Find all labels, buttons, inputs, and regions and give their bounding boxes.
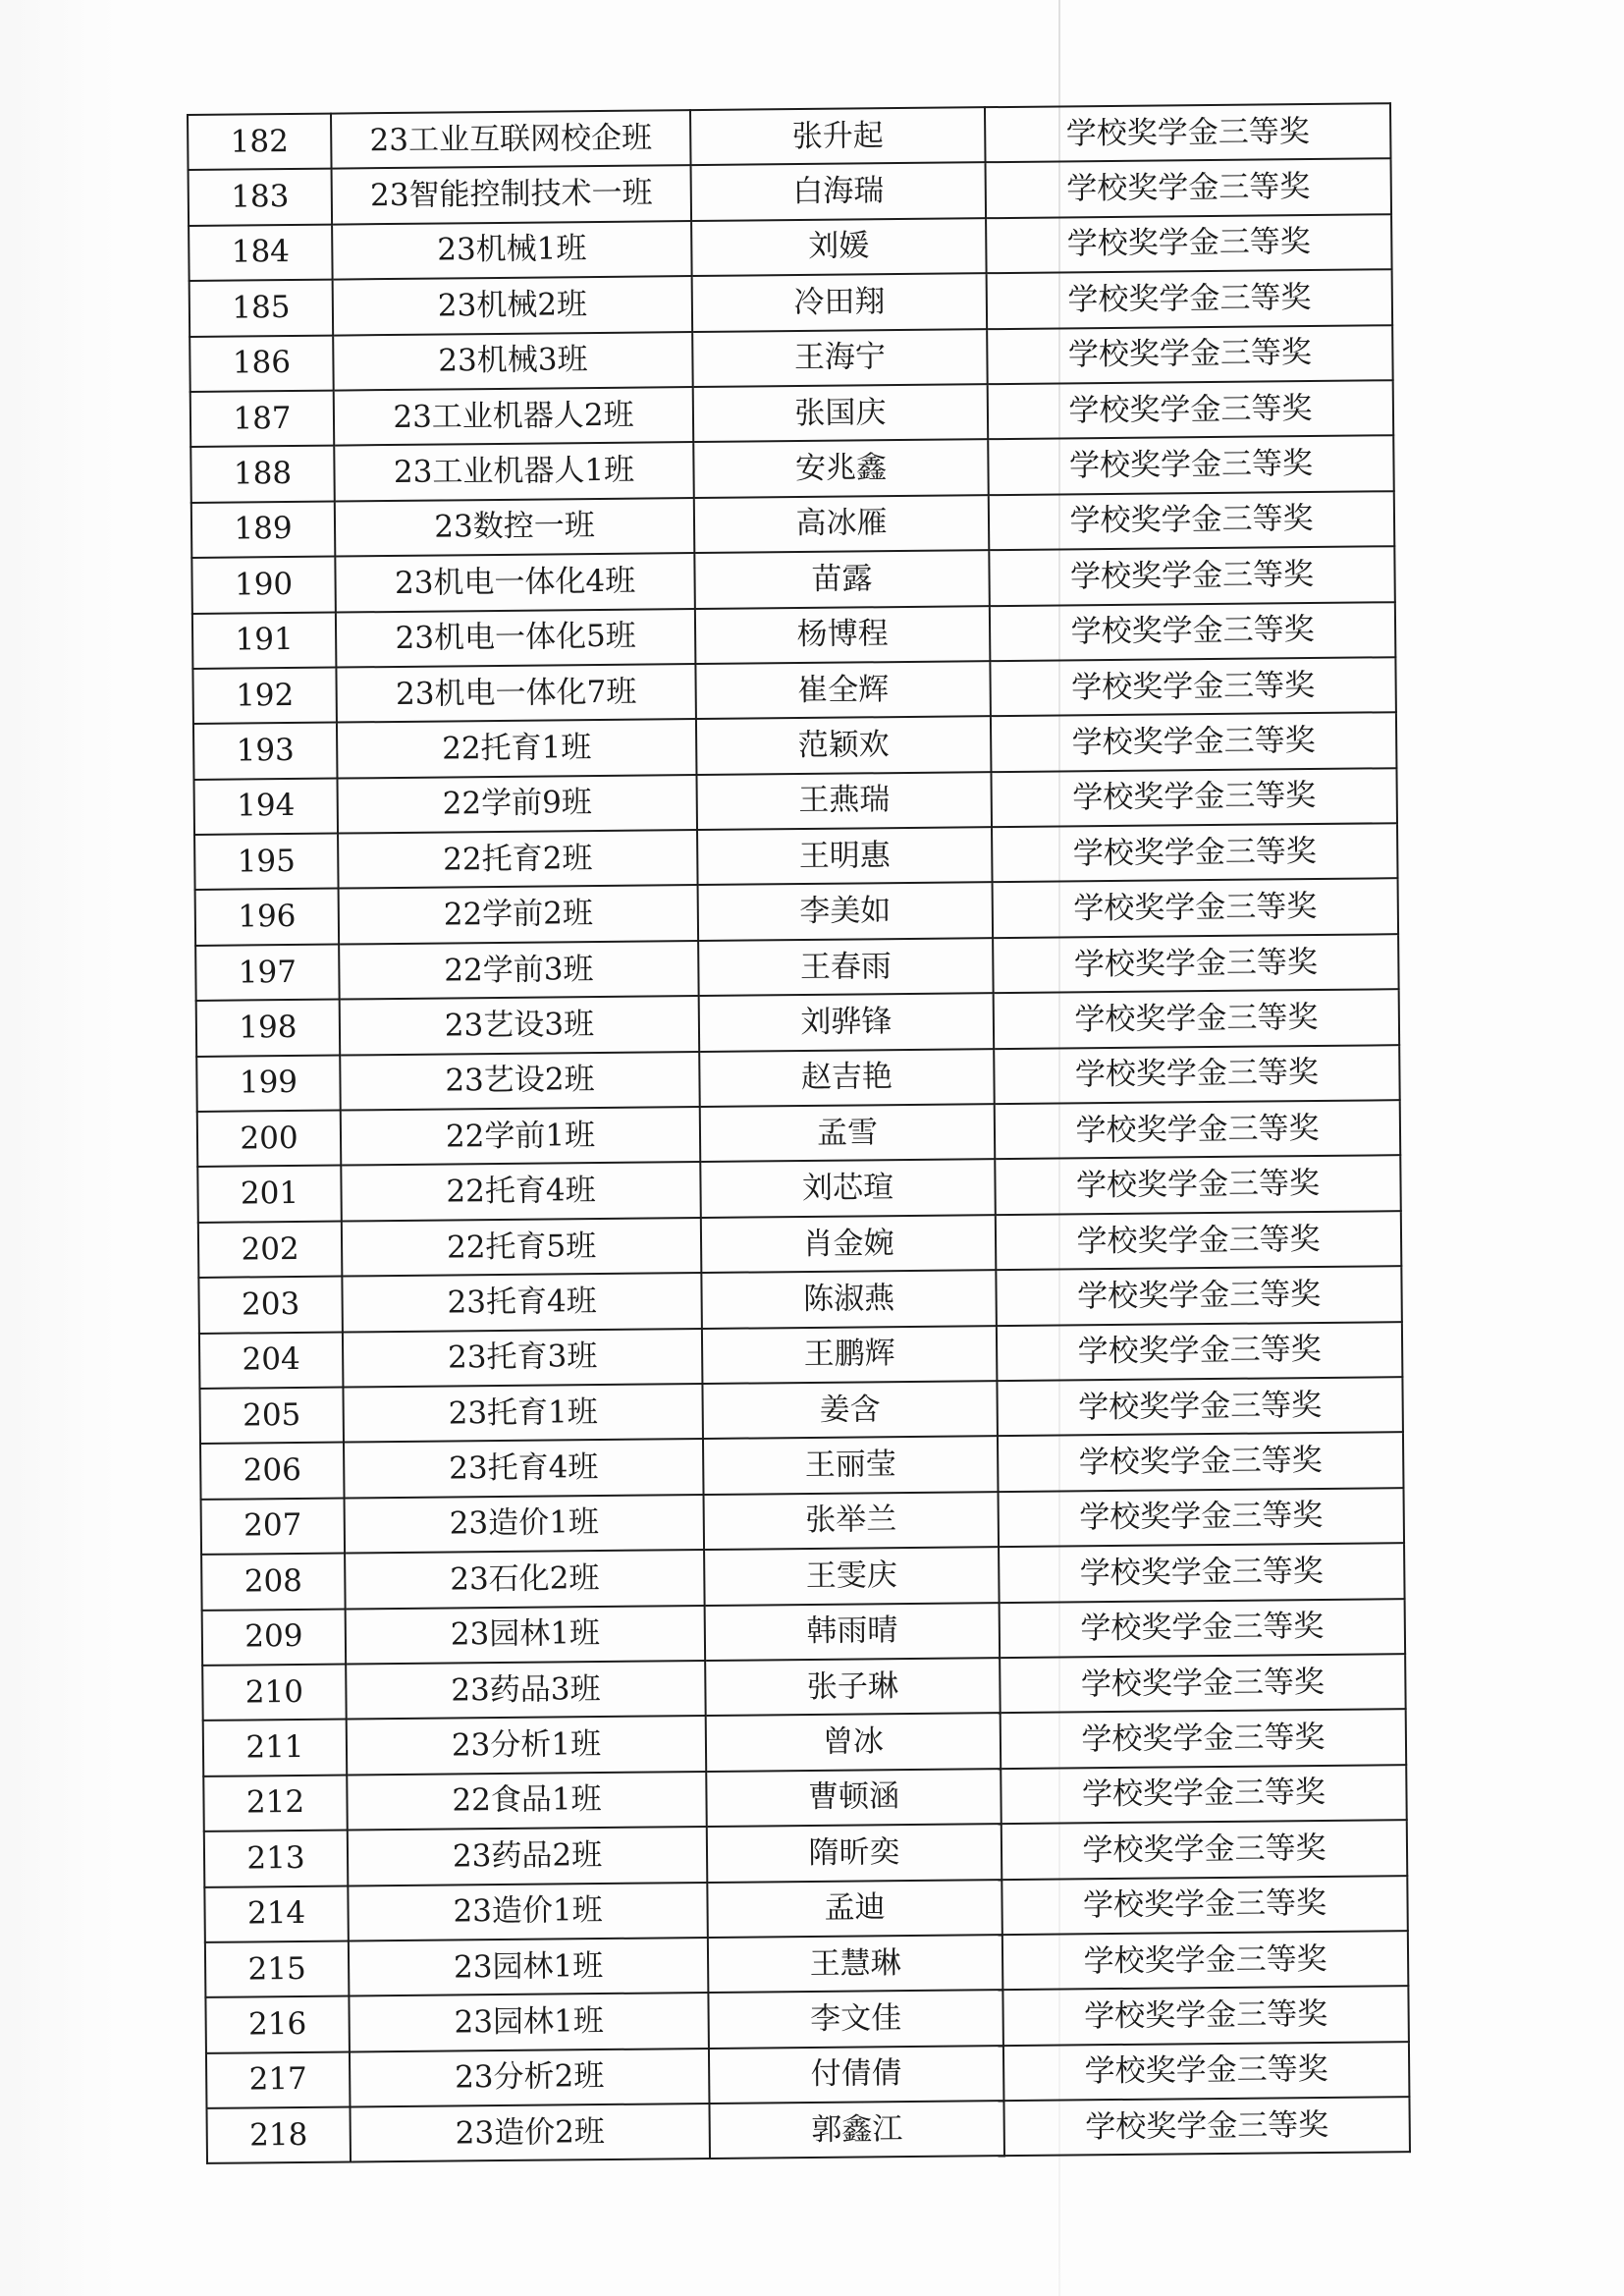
row-number-cell: 184: [189, 224, 333, 281]
class-name-cell: 22托育1班: [337, 719, 697, 778]
row-number-cell: 216: [205, 1996, 350, 2053]
student-name-cell: 苗露: [694, 550, 990, 608]
award-name-cell: 学校奖学金三等奖: [1002, 1931, 1409, 1990]
class-name-cell: 23智能控制技术一班: [332, 165, 692, 224]
row-number-cell: 199: [196, 1055, 341, 1112]
row-number-cell: 186: [189, 335, 334, 392]
row-number-cell: 196: [195, 889, 340, 946]
row-number-cell: 190: [191, 557, 336, 614]
award-name-cell: 学校奖学金三等奖: [1001, 1876, 1408, 1935]
row-number-cell: 217: [206, 2051, 351, 2108]
row-number-cell: 197: [195, 944, 340, 1001]
student-name-cell: 王雯庆: [704, 1547, 1000, 1605]
class-name-cell: 22食品1班: [347, 1772, 707, 1831]
award-name-cell: 学校奖学金三等奖: [1000, 1599, 1406, 1658]
student-name-cell: 刘媛: [691, 218, 987, 276]
row-number-cell: 185: [189, 280, 334, 337]
award-name-cell: 学校奖学金三等奖: [992, 823, 1398, 882]
student-name-cell: 王明惠: [697, 827, 993, 885]
award-name-cell: 学校奖学金三等奖: [1001, 1765, 1407, 1824]
class-name-cell: 23造价1班: [345, 1495, 705, 1554]
student-name-cell: 张国庆: [693, 384, 989, 442]
row-number-cell: 204: [199, 1332, 344, 1389]
class-name-cell: 23园林1班: [346, 1606, 706, 1665]
award-name-cell: 学校奖学金三等奖: [994, 1045, 1400, 1104]
row-number-cell: 218: [206, 2107, 351, 2164]
student-name-cell: 安兆鑫: [693, 440, 989, 498]
class-name-cell: 22托育5班: [342, 1218, 702, 1277]
class-name-cell: 23艺设3班: [340, 996, 700, 1055]
award-name-cell: 学校奖学金三等奖: [998, 1433, 1404, 1492]
student-name-cell: 高冰雁: [694, 495, 990, 553]
table-body: [188, 103, 1410, 2163]
row-number-cell: 195: [194, 834, 339, 891]
award-name-cell: 学校奖学金三等奖: [1000, 1654, 1406, 1713]
class-name-cell: 22学前3班: [339, 941, 699, 1000]
class-name-cell: 23托育4班: [342, 1273, 702, 1332]
award-name-cell: 学校奖学金三等奖: [993, 879, 1399, 938]
class-name-cell: 23机电一体化7班: [336, 664, 696, 723]
class-name-cell: 23园林1班: [349, 1938, 709, 1996]
award-name-cell: 学校奖学金三等奖: [995, 1100, 1401, 1159]
class-name-cell: 23药品2班: [348, 1827, 708, 1886]
row-number-cell: 214: [204, 1886, 349, 1942]
award-name-cell: 学校奖学金三等奖: [991, 712, 1397, 771]
student-name-cell: 肖金婉: [701, 1215, 997, 1273]
student-name-cell: 杨博程: [695, 606, 991, 664]
award-name-cell: 学校奖学金三等奖: [999, 1488, 1405, 1547]
award-name-cell: 学校奖学金三等奖: [986, 159, 1392, 218]
student-name-cell: 崔全辉: [695, 661, 991, 719]
class-name-cell: 23艺设2班: [340, 1052, 700, 1111]
row-number-cell: 202: [198, 1221, 343, 1278]
row-number-cell: 213: [204, 1831, 349, 1887]
class-name-cell: 23托育1班: [343, 1384, 703, 1443]
award-name-cell: 学校奖学金三等奖: [999, 1543, 1405, 1602]
row-number-cell: 210: [202, 1664, 347, 1721]
row-number-cell: 187: [190, 391, 335, 448]
scholarship-table: [187, 102, 1411, 2164]
student-name-cell: 张举兰: [704, 1492, 1000, 1550]
row-number-cell: 209: [202, 1609, 347, 1666]
student-name-cell: 韩雨晴: [705, 1603, 1001, 1661]
row-number-cell: 193: [193, 723, 338, 780]
row-number-cell: 215: [205, 1941, 350, 1997]
class-name-cell: 22学前1班: [341, 1107, 701, 1166]
row-number-cell: 203: [198, 1277, 343, 1334]
table-row: [206, 2097, 1409, 2163]
award-name-cell: 学校奖学金三等奖: [987, 269, 1393, 328]
class-name-cell: 22学前2班: [339, 886, 699, 945]
row-number-cell: 205: [199, 1388, 344, 1445]
class-name-cell: 23机械3班: [333, 332, 693, 391]
student-name-cell: 王海宁: [692, 329, 988, 387]
award-name-cell: 学校奖学金三等奖: [996, 1211, 1402, 1270]
student-name-cell: 隋昕奕: [707, 1824, 1002, 1882]
row-number-cell: 191: [192, 612, 337, 669]
student-name-cell: 王鹏辉: [702, 1326, 998, 1384]
class-name-cell: 23药品3班: [346, 1661, 706, 1720]
award-name-cell: 学校奖学金三等奖: [990, 657, 1396, 716]
student-name-cell: 曹顿涵: [706, 1769, 1001, 1827]
student-name-cell: 王丽莹: [703, 1437, 999, 1495]
award-name-cell: 学校奖学金三等奖: [996, 1266, 1402, 1325]
class-name-cell: 23造价2班: [350, 2104, 710, 2162]
row-number-cell: 211: [203, 1720, 348, 1777]
row-number-cell: 212: [203, 1775, 348, 1831]
class-name-cell: 23数控一班: [335, 498, 695, 557]
class-name-cell: 23分析2班: [350, 2049, 710, 2107]
scan-shadow: [0, 0, 118, 2296]
class-name-cell: 23机械1班: [332, 221, 692, 280]
award-name-cell: 学校奖学金三等奖: [994, 989, 1400, 1048]
student-name-cell: 刘芯瑄: [700, 1160, 996, 1218]
row-number-cell: 188: [190, 446, 335, 503]
row-number-cell: 201: [197, 1166, 342, 1223]
student-name-cell: 付倩倩: [709, 2046, 1004, 2104]
student-name-cell: 曾冰: [706, 1713, 1001, 1771]
class-name-cell: 23机电一体化5班: [336, 609, 696, 668]
award-name-cell: 学校奖学金三等奖: [997, 1322, 1403, 1381]
award-name-cell: 学校奖学金三等奖: [1001, 1820, 1408, 1879]
class-name-cell: 23造价1班: [348, 1882, 708, 1941]
class-name-cell: 23工业机器人1班: [334, 442, 694, 501]
student-name-cell: 王燕瑞: [696, 772, 992, 830]
student-name-cell: 白海瑞: [691, 163, 987, 221]
student-name-cell: 刘骅锋: [699, 993, 995, 1051]
award-name-cell: 学校奖学金三等奖: [990, 602, 1396, 661]
student-name-cell: 郭鑫江: [709, 2101, 1004, 2159]
class-name-cell: 23机械2班: [333, 276, 693, 335]
student-name-cell: 姜含: [702, 1381, 998, 1439]
award-name-cell: 学校奖学金三等奖: [985, 103, 1391, 162]
row-number-cell: 200: [197, 1111, 342, 1168]
class-name-cell: 23工业机器人2班: [334, 387, 694, 446]
award-name-cell: 学校奖学金三等奖: [1003, 2042, 1410, 2101]
row-number-cell: 183: [189, 169, 333, 226]
class-name-cell: 23分析1班: [347, 1716, 707, 1775]
row-number-cell: 182: [188, 114, 332, 171]
row-number-cell: 206: [200, 1443, 345, 1500]
student-name-cell: 张子琳: [705, 1658, 1001, 1716]
class-name-cell: 23机电一体化4班: [335, 553, 695, 612]
row-number-cell: 198: [196, 1000, 341, 1057]
student-name-cell: 王慧琳: [708, 1935, 1003, 1993]
class-name-cell: 22托育4班: [341, 1162, 701, 1221]
student-name-cell: 李文佳: [708, 1990, 1003, 2048]
row-number-cell: 207: [201, 1498, 346, 1555]
award-name-cell: 学校奖学金三等奖: [988, 436, 1394, 495]
award-name-cell: 学校奖学金三等奖: [995, 1156, 1401, 1215]
award-name-cell: 学校奖学金三等奖: [1001, 1709, 1407, 1768]
student-name-cell: 孟迪: [707, 1880, 1002, 1938]
class-name-cell: 23石化2班: [345, 1550, 705, 1609]
class-name-cell: 22学前9班: [337, 775, 697, 834]
class-name-cell: 22托育2班: [338, 830, 698, 889]
student-name-cell: 张升起: [690, 107, 986, 165]
award-name-cell: 学校奖学金三等奖: [989, 546, 1395, 605]
row-number-cell: 208: [201, 1554, 346, 1611]
award-name-cell: 学校奖学金三等奖: [989, 491, 1395, 550]
award-name-cell: 学校奖学金三等奖: [997, 1377, 1403, 1436]
award-name-cell: 学校奖学金三等奖: [988, 380, 1394, 439]
award-name-cell: 学校奖学金三等奖: [1002, 1986, 1409, 2045]
student-name-cell: 赵吉艳: [699, 1049, 995, 1107]
student-name-cell: 孟雪: [700, 1104, 996, 1162]
award-name-cell: 学校奖学金三等奖: [993, 934, 1399, 993]
row-number-cell: 192: [192, 667, 337, 724]
row-number-cell: 189: [191, 501, 336, 558]
student-name-cell: 李美如: [698, 883, 994, 941]
award-name-cell: 学校奖学金三等奖: [991, 768, 1397, 827]
award-name-cell: 学校奖学金三等奖: [1003, 2097, 1410, 2156]
student-name-cell: 陈淑燕: [701, 1270, 997, 1328]
class-name-cell: 23园林1班: [349, 1993, 709, 2051]
class-name-cell: 23托育3班: [343, 1329, 703, 1388]
class-name-cell: 23托育4班: [344, 1439, 704, 1498]
award-name-cell: 学校奖学金三等奖: [986, 214, 1392, 273]
row-number-cell: 194: [194, 778, 339, 835]
student-name-cell: 冷田翔: [692, 273, 988, 331]
award-name-cell: 学校奖学金三等奖: [987, 325, 1393, 384]
student-name-cell: 范颖欢: [696, 716, 992, 774]
class-name-cell: 23工业互联网校企班: [331, 110, 691, 169]
student-name-cell: 王春雨: [698, 938, 994, 996]
